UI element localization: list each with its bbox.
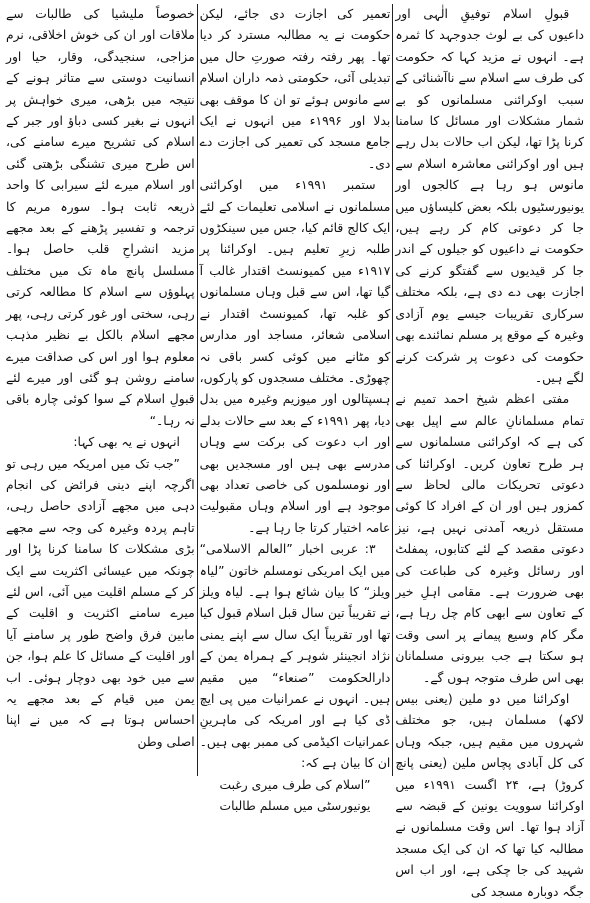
quote-start: ”اسلام کی طرف میری رغبت یونیورسٹی میں مسلم طالبات: [219, 777, 371, 814]
paragraph-america-yemen: ”جب تک میں امریکہ میں رہی تو اگرچہ اپنے دینی فرائض کی انجام دہی میں مجھے آزادی حاصل رہی، تاہم پردہ وغیرہ کی وجہ سے مجھے بڑی مشکلات کا سامنا کرنا پڑا اور چونکہ میں عیسائی اکثریت سے ایک کر کے مسلم اقلیت میں آئی، اس لئے میرے سامنے اکثریت و اقلیت کے مابین فرق واضح طور پر سامنے آیا اور اقلیت کے مسائل کا علم ہوا، جن سے میں خود بھی دوچار ہوئی۔ اب یمن میں قیام کے بعد مجھے یہ احساس ہوتا ہے کہ میں نے اپنا اصلی وطن: [6, 456, 195, 749]
column-right: [395, 4, 584, 899]
column-divider-left: [197, 4, 198, 776]
paragraph-leah-wells: ۳: عربی اخبار ”العالم الاسلامی“ میں ایک امریکی نومسلم خاتون ”لیاہ ویلز“ کا بیان شائع ہوا ہے۔ لیاہ ویلز نے تقریباً تین سال قبل اسلام قبول کیا تھا اور تقریباً ایک سال سے اپنے یمنی نژاد انجینئر شوہر کے ہمراہ یمن کے دارالحکومت ”صنعاء“ میں مقیم ہیں۔ انہوں نے عمرانیات میں پی ایچ ڈی کیا ہے اور امریکہ کی ماہرینِ عمرانیات اکیڈمی کی ممبر بھی ہیں۔ ان کا بیان ہے کہ:: [199, 542, 391, 771]
paragraph-malaysian-students: خصوصاً ملیشیا کی طالبات سے ملاقات اور ان کی خوش اخلاقی، نرم مزاجی، سنجیدگی، وقار، حیا اور انسانیت دوستی سے متاثر ہونے کے نتیجہ میں بڑھی، میری خواہش پر انہوں نے بغیر کسی دباؤ اور جبر کے اسلام کی تشریح میرے سامنے کی، اس طرح میری تشنگی بڑھتی گئی اور اسلام میرے لئے سیرابی کا واحد ذریعہ ثابت ہوا۔ سورہ مریم کا ترجمہ و تفسیر پڑھنے کے بعد مجھے مزید انشراحِ قلب حاصل ہوا۔ مسلسل پانچ ماہ تک میں مختلف پہلوؤں سے اسلام کا مطالعہ کرتی رہی، سختی اور غور کرتی رہی، پھر مجھے اسلام بالکل بے نظیر مذہب معلوم ہوا اور اس کی صداقت میرے سامنے روشن ہو گئی اور میرے لئے قبولِ اسلام کے سوا کوئی چارہ باقی نہ رہا۔“: [6, 7, 195, 428]
column-divider-right: [392, 4, 393, 776]
paragraph-mosque-permission: تعمیر کی اجازت دی جائے، لیکن حکومت نے یہ مطالبہ مسترد کر دیا تھا۔ پھر رفتہ رفتہ صورتِ حال میں تبدیلی آئی، حکومتی ذمہ داران اسلام سے مانوس ہوئے تو ان کا موقف بھی بدلا اور ۱۹۹۶ء میں انہوں نے ایک جامع مسجد کی تعمیر کی اجازت دے دی۔: [199, 7, 391, 171]
paragraph-mufti-appeal: مفتی اعظم شیخ احمد تمیم نے تمام مسلمانانِ عالم سے اپیل بھی کی ہے کہ اوکرائنی مسلمانوں سے ہر طرح تعاون کریں۔ اوکرائنا کی دعوتی تحریکات مالی لحاظ سے کمزور ہیں اور ان کے افراد کا کوئی مستقل ذریعہ آمدنی نہیں ہے، نیز دعوتی مقصد کے لئے کتابوں، پمفلٹ اور رسائل وغیرہ کی طباعت کی بھی ضرورت ہے۔ مقامی اہلِ خیر کے تعاون سے ابھی کام چل رہا ہے، مگر کام وسیع پیمانے پر اسی وقت ہو سکتا ہے جب بیرونی مسلمانان بھی اس طرف متوجہ ہوں گے۔: [395, 392, 584, 685]
paragraph-ukraine-conversion: قبولِ اسلام توفیقِ الٰہی اور داعیوں کی بے لوث جدوجہد کا ثمرہ ہے۔ انہوں نے مزید کہا کہ حکومت کی طرف سے اسلام سے ناآشنائی کے سبب اوکرائنی مسلمانوں کو بے شمار مشکلات اور مسائل کا سامنا کرنا پڑا تھا، لیکن اب حالات بدل رہے ہیں اور اوکرائنی معاشرہ اسلام سے مانوس ہو رہا ہے کالجوں اور یونیورسٹیوں بلکہ بعض کلیساؤں میں جا کر دعوتی کام کر رہے ہیں، حکومت نے داعیوں کو جیلوں کے اندر جا کر قیدیوں سے گفتگو کرنے کی اجازت بھی دے دی ہے، بلکہ مختلف سرکاری تقریبات جیسے یوم آزادی وغیرہ کے موقع پر مسلم نمائندے بھی حکومت کی دعوت پر شرکت کرنے لگے ہیں۔: [395, 7, 584, 385]
paragraph-she-said: انہوں نے یہ بھی کہا:: [73, 435, 180, 450]
paragraph-ukraine-population: اوکرائنا میں دو ملین (یعنی بیس لاکھ) مسلمان ہیں، جو مختلف شہروں میں مقیم ہیں، جبکہ وہاں کی کل آبادی پچاس ملین (یعنی پانچ کروڑ) ہے، ۲۴ اگست ۱۹۹۱ء میں اوکرائنا سوویت یونین کے قبضہ سے آزاد ہوا تھا۔ اس وقت مسلمانوں نے مطالبہ کیا تھا کہ ان کی ایک مسجد شہید کی جا چکی ہے، اور اب اس جگہ دوبارہ مسجد کی: [395, 692, 584, 899]
column-left: [6, 4, 195, 776]
paragraph-islamic-college: ستمبر ۱۹۹۱ء میں اوکرائنی مسلمانوں نے اسلامی تعلیمات کے لئے ایک کالج قائم کیا، جس میں سینکڑوں طلبہ زیرِ تعلیم ہیں۔ اوکرائنا پر ۱۹۱۷ء میں کمیونسٹ اقتدار غالب آ گیا تھا، اس سے قبل وہاں مسلمانوں کو غلبہ تھا، کمیونسٹ اقتدار نے اسلامی شعائر، مساجد اور مدارس کو مٹانے میں کوئی کسر باقی نہ چھوڑی۔ مختلف مسجدوں کو پارکوں، ہسپتالوں اور میوزیم وغیرہ میں بدل دیا، پھر ۱۹۹۱ء کے بعد سے حالات بدلے اور اب دعوت کی برکت سے وہاں مدرسے بھی ہیں اور مسجدیں بھی اور نومسلموں کی خاصی تعداد بھی موجود ہے اور اسلام وہاں مقبولیت عامہ اختیار کرتا جا رہا ہے۔: [199, 178, 391, 535]
column-middle: [199, 4, 391, 814]
